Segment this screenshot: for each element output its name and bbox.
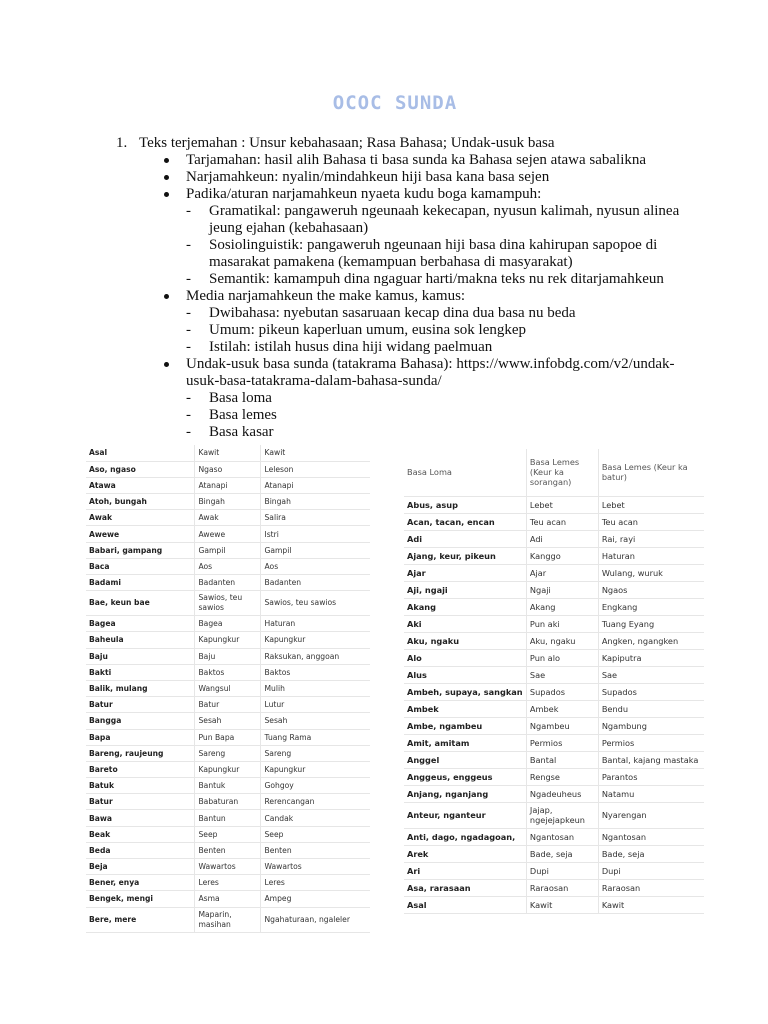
- bullet-item: Media narjamahkeun the make kamus, kamus:: [186, 288, 466, 304]
- table-cell: Baju: [195, 648, 261, 664]
- table-row: [86, 445, 370, 461]
- table-row: [404, 496, 704, 513]
- table-row: [86, 745, 370, 761]
- table-cell: Arek: [404, 845, 526, 862]
- table-cell: Anjang, nganjang: [404, 785, 526, 802]
- table-row: [86, 648, 370, 664]
- table-cell: Bantuk: [195, 778, 261, 794]
- table-cell: Sareng: [195, 745, 261, 761]
- table-cell: Jajap, ngejejapkeun: [526, 802, 598, 828]
- table-cell: Bere, mere: [86, 907, 195, 932]
- table-cell: Pun Bapa: [195, 729, 261, 745]
- table-row: [404, 751, 704, 768]
- table-row: [404, 768, 704, 785]
- table-cell: Atanapi: [195, 477, 261, 493]
- table-cell: Angken, ngangken: [598, 632, 704, 649]
- table-cell: Ampeg: [261, 891, 370, 907]
- table-cell: Awewe: [86, 526, 195, 542]
- bullet-item-cont: usuk-basa-tatakrama-dalam-bahasa-sunda/: [186, 373, 442, 389]
- table-cell: Bantal, kajang mastaka: [598, 751, 704, 768]
- table-cell: Aso, ngaso: [86, 461, 195, 477]
- table-cell: Ajang, keur, pikeun: [404, 547, 526, 564]
- table-row: [86, 859, 370, 875]
- table-cell: Ngaji: [526, 581, 598, 598]
- table-row: [86, 826, 370, 842]
- table-cell: Lebet: [526, 496, 598, 513]
- dash-item: Dwibahasa: nyebutan sasaruaan kecap dina dua basa nu beda: [209, 305, 576, 321]
- table-cell: Ngantosan: [598, 828, 704, 845]
- table-cell: Baca: [86, 558, 195, 574]
- table-row: [404, 666, 704, 683]
- table-cell: Aku, ngaku: [526, 632, 598, 649]
- table-row: [404, 828, 704, 845]
- table-cell: Sareng: [261, 745, 370, 761]
- table-row: [86, 632, 370, 648]
- table-row: [86, 891, 370, 907]
- table-cell: Ngantosan: [526, 828, 598, 845]
- table-cell: Seep: [261, 826, 370, 842]
- table-cell: Benten: [261, 842, 370, 858]
- table-cell: Maparin, masihan: [195, 907, 261, 932]
- table-cell: Gampil: [261, 542, 370, 558]
- table-cell: Awak: [86, 510, 195, 526]
- table-cell: Pun alo: [526, 649, 598, 666]
- dash-item: Sosiolinguistik: pangaweruh ngeunaan hiji basa dina kahirupan sapopoe di: [209, 237, 658, 253]
- table-cell: Ambek: [526, 700, 598, 717]
- table-cell: Beja: [86, 859, 195, 875]
- bullet-icon: [164, 294, 169, 299]
- heading-text: Teks terjemahan : Unsur kebahasaan; Rasa Bahasa; Undak-usuk basa: [139, 135, 555, 151]
- table-cell: Sawios, teu sawios: [261, 591, 370, 616]
- table-cell: Ngambung: [598, 717, 704, 734]
- table-row: [404, 632, 704, 649]
- table-row: [404, 700, 704, 717]
- table-cell: Bantal: [526, 751, 598, 768]
- table-cell: Ari: [404, 862, 526, 879]
- table-cell: Kapungkur: [195, 632, 261, 648]
- table-cell: Badanten: [261, 575, 370, 591]
- table-cell: Tuang Rama: [261, 729, 370, 745]
- table-cell: Ambeh, supaya, sangkan: [404, 683, 526, 700]
- table-cell: Ngahaturaan, ngaleler: [261, 907, 370, 932]
- dash-item-cont: masarakat pamakena (kemampuan berbahasa di masyarakat): [209, 254, 573, 270]
- table-row: [86, 494, 370, 510]
- table-cell: Raraosan: [526, 879, 598, 896]
- table-cell: Atawa: [86, 477, 195, 493]
- dash-marker: -: [186, 407, 191, 423]
- table-cell: Haturan: [261, 616, 370, 632]
- table-cell: Mulih: [261, 680, 370, 696]
- table-row: [86, 542, 370, 558]
- table-cell: Aos: [261, 558, 370, 574]
- table-row: [404, 683, 704, 700]
- table-cell: Engkang: [598, 598, 704, 615]
- table-cell: Sesah: [195, 713, 261, 729]
- bullet-item: Narjamahkeun: nyalin/mindahkeun hiji basa kana basa sejen: [186, 169, 550, 185]
- table-row: [404, 785, 704, 802]
- bullet-icon: [164, 158, 169, 163]
- table-row: [404, 598, 704, 615]
- table-cell: Kanggo: [526, 547, 598, 564]
- table-cell: Raraosan: [598, 879, 704, 896]
- table-header-cell: Basa Lemes (Keur ka batur): [598, 449, 704, 496]
- table-row: [404, 649, 704, 666]
- table-header-row: [404, 449, 704, 496]
- table-cell: Leleson: [261, 461, 370, 477]
- table-cell: Aos: [195, 558, 261, 574]
- table-row: [404, 734, 704, 751]
- dash-item: Umum: pikeun kaperluan umum, eusina sok lengkep: [209, 322, 527, 338]
- table-cell: Balik, mulang: [86, 680, 195, 696]
- table-cell: Ambek: [404, 700, 526, 717]
- table-cell: Sae: [526, 666, 598, 683]
- table-cell: Sae: [598, 666, 704, 683]
- list-number: 1.: [116, 135, 128, 151]
- dash-marker: -: [186, 271, 191, 287]
- table-cell: Bade, seja: [526, 845, 598, 862]
- bullet-icon: [164, 192, 169, 197]
- table-cell: Aki: [404, 615, 526, 632]
- vocab-table-left: [86, 445, 370, 933]
- table-row: [86, 680, 370, 696]
- table-cell: Asa, rarasaan: [404, 879, 526, 896]
- table-cell: Kawit: [598, 896, 704, 913]
- dash-marker: -: [186, 305, 191, 321]
- table-row: [86, 729, 370, 745]
- table-cell: Salira: [261, 510, 370, 526]
- table-cell: Benten: [195, 842, 261, 858]
- table-cell: Babaturan: [195, 794, 261, 810]
- table-row: [86, 477, 370, 493]
- table-cell: Raksukan, anggoan: [261, 648, 370, 664]
- table-row: [86, 558, 370, 574]
- table-cell: Anteur, nganteur: [404, 802, 526, 828]
- table-row: [86, 664, 370, 680]
- table-cell: Bener, enya: [86, 875, 195, 891]
- table-row: [404, 717, 704, 734]
- table-cell: Batur: [86, 697, 195, 713]
- table-cell: Asma: [195, 891, 261, 907]
- table-row: [404, 530, 704, 547]
- table-cell: Ngaos: [598, 581, 704, 598]
- table-cell: Baheula: [86, 632, 195, 648]
- table-cell: Haturan: [598, 547, 704, 564]
- table-cell: Kawit: [261, 445, 370, 461]
- dash-marker: -: [186, 203, 191, 219]
- dash-item-cont: jeung ejahan (kebahasaan): [209, 220, 369, 236]
- table-row: [404, 802, 704, 828]
- table-cell: Bangga: [86, 713, 195, 729]
- table-row: [404, 879, 704, 896]
- table-cell: Ngadeuheus: [526, 785, 598, 802]
- table-cell: Supados: [598, 683, 704, 700]
- dash-marker: -: [186, 424, 191, 440]
- table-cell: Gampil: [195, 542, 261, 558]
- table-cell: Bagea: [86, 616, 195, 632]
- table-cell: Bakti: [86, 664, 195, 680]
- table-cell: Ajar: [526, 564, 598, 581]
- table-cell: Candak: [261, 810, 370, 826]
- bullet-item: Padika/aturan narjamahkeun nyaeta kudu boga kamampuh:: [186, 186, 542, 202]
- table-cell: Bingah: [195, 494, 261, 510]
- table-cell: Kawit: [195, 445, 261, 461]
- table-row: [404, 547, 704, 564]
- dash-marker: -: [186, 237, 191, 253]
- table-row: [86, 794, 370, 810]
- table-cell: Kapiputra: [598, 649, 704, 666]
- table-cell: Akang: [526, 598, 598, 615]
- table-row: [86, 810, 370, 826]
- table-cell: Awewe: [195, 526, 261, 542]
- table-row: [86, 591, 370, 616]
- dash-item: Basa loma: [209, 390, 272, 406]
- table-row: [86, 510, 370, 526]
- table-row: [86, 697, 370, 713]
- table-cell: Nyarengan: [598, 802, 704, 828]
- table-row: [86, 842, 370, 858]
- dash-marker: -: [186, 322, 191, 338]
- table-row: [404, 564, 704, 581]
- table-cell: Abus, asup: [404, 496, 526, 513]
- table-cell: Leres: [261, 875, 370, 891]
- table-cell: Dupi: [526, 862, 598, 879]
- table-cell: Istri: [261, 526, 370, 542]
- table-cell: Wawartos: [195, 859, 261, 875]
- table-cell: Atoh, bungah: [86, 494, 195, 510]
- table-cell: Dupi: [598, 862, 704, 879]
- bullet-item: Undak-usuk basa sunda (tatakrama Bahasa): https://www.infobdg.com/v2/undak-: [186, 356, 675, 372]
- table-cell: Anti, dago, ngadagoan,: [404, 828, 526, 845]
- dash-marker: -: [186, 339, 191, 355]
- dash-item: Semantik: kamampuh dina ngaguar harti/makna teks nu rek ditarjamahkeun: [209, 271, 664, 287]
- table-cell: Sawios, teu sawios: [195, 591, 261, 616]
- table-cell: Aji, ngaji: [404, 581, 526, 598]
- table-cell: Rengse: [526, 768, 598, 785]
- table-cell: Pun aki: [526, 615, 598, 632]
- table-cell: Badami: [86, 575, 195, 591]
- table-cell: Batur: [195, 697, 261, 713]
- table-cell: Teu acan: [598, 513, 704, 530]
- table-cell: Ngambeu: [526, 717, 598, 734]
- table-cell: Anggeus, enggeus: [404, 768, 526, 785]
- table-cell: Gohgoy: [261, 778, 370, 794]
- table-cell: Kapungkur: [261, 761, 370, 777]
- table-cell: Rerencangan: [261, 794, 370, 810]
- table-cell: Badanten: [195, 575, 261, 591]
- table-cell: Bendu: [598, 700, 704, 717]
- dash-item: Istilah: istilah husus dina hiji widang paelmuan: [209, 339, 493, 355]
- table-cell: Wulang, wuruk: [598, 564, 704, 581]
- table-cell: Wangsul: [195, 680, 261, 696]
- table-cell: Aku, ngaku: [404, 632, 526, 649]
- table-row: [404, 845, 704, 862]
- table-cell: Leres: [195, 875, 261, 891]
- table-cell: Baktos: [195, 664, 261, 680]
- table-cell: Permios: [598, 734, 704, 751]
- table-cell: Rai, rayi: [598, 530, 704, 547]
- table-row: [86, 713, 370, 729]
- table-row: [86, 461, 370, 477]
- table-cell: Bengek, mengi: [86, 891, 195, 907]
- table-row: [86, 875, 370, 891]
- dash-marker: -: [186, 390, 191, 406]
- table-cell: Supados: [526, 683, 598, 700]
- table-row: [86, 761, 370, 777]
- table-cell: Anggel: [404, 751, 526, 768]
- table-cell: Permios: [526, 734, 598, 751]
- page-title: OCOC SUNDA: [332, 92, 458, 114]
- table-cell: Ngaso: [195, 461, 261, 477]
- table-header-cell: Basa Loma: [404, 449, 526, 496]
- table-row: [404, 581, 704, 598]
- table-row: [404, 615, 704, 632]
- table-header-cell: Basa Lemes (Keur ka sorangan): [526, 449, 598, 496]
- bullet-icon: [164, 362, 169, 367]
- table-cell: Bapa: [86, 729, 195, 745]
- dash-item: Basa lemes: [209, 407, 277, 423]
- table-row: [86, 526, 370, 542]
- table-row: [404, 513, 704, 530]
- table-cell: Kawit: [526, 896, 598, 913]
- table-cell: Adi: [404, 530, 526, 547]
- table-cell: Wawartos: [261, 859, 370, 875]
- table-cell: Tuang Eyang: [598, 615, 704, 632]
- table-cell: Parantos: [598, 768, 704, 785]
- table-row: [404, 862, 704, 879]
- table-cell: Beak: [86, 826, 195, 842]
- table-cell: Alus: [404, 666, 526, 683]
- table-cell: Acan, tacan, encan: [404, 513, 526, 530]
- table-cell: Bae, keun bae: [86, 591, 195, 616]
- bullet-icon: [164, 175, 169, 180]
- table-row: [404, 896, 704, 913]
- table-cell: Bingah: [261, 494, 370, 510]
- table-row: [86, 907, 370, 932]
- table-cell: Atanapi: [261, 477, 370, 493]
- table-cell: Bareng, raujeung: [86, 745, 195, 761]
- table-row: [86, 616, 370, 632]
- table-row: [86, 575, 370, 591]
- table-cell: Asal: [86, 445, 195, 461]
- table-cell: Kapungkur: [195, 761, 261, 777]
- table-cell: Batur: [86, 794, 195, 810]
- table-cell: Asal: [404, 896, 526, 913]
- table-cell: Natamu: [598, 785, 704, 802]
- table-row: [86, 778, 370, 794]
- table-cell: Awak: [195, 510, 261, 526]
- table-cell: Bantun: [195, 810, 261, 826]
- table-cell: Bawa: [86, 810, 195, 826]
- table-cell: Seep: [195, 826, 261, 842]
- table-cell: Batuk: [86, 778, 195, 794]
- table-cell: Lebet: [598, 496, 704, 513]
- table-cell: Teu acan: [526, 513, 598, 530]
- table-cell: Akang: [404, 598, 526, 615]
- table-cell: Baktos: [261, 664, 370, 680]
- table-cell: Sesah: [261, 713, 370, 729]
- bullet-item: Tarjamahan: hasil alih Bahasa ti basa sunda ka Bahasa sejen atawa sabalikna: [186, 152, 647, 168]
- table-cell: Alo: [404, 649, 526, 666]
- table-cell: Bagea: [195, 616, 261, 632]
- table-cell: Amit, amitam: [404, 734, 526, 751]
- vocab-table-right: [404, 449, 704, 914]
- table-cell: Bareto: [86, 761, 195, 777]
- dash-item: Gramatikal: pangaweruh ngeunaah kekecapan, nyusun kalimah, nyusun alinea: [209, 203, 680, 219]
- table-cell: Babari, gampang: [86, 542, 195, 558]
- dash-item: Basa kasar: [209, 424, 274, 440]
- table-cell: Ambe, ngambeu: [404, 717, 526, 734]
- table-cell: Bade, seja: [598, 845, 704, 862]
- table-cell: Baju: [86, 648, 195, 664]
- table-cell: Beda: [86, 842, 195, 858]
- table-cell: Kapungkur: [261, 632, 370, 648]
- table-cell: Lutur: [261, 697, 370, 713]
- table-cell: Adi: [526, 530, 598, 547]
- table-cell: Ajar: [404, 564, 526, 581]
